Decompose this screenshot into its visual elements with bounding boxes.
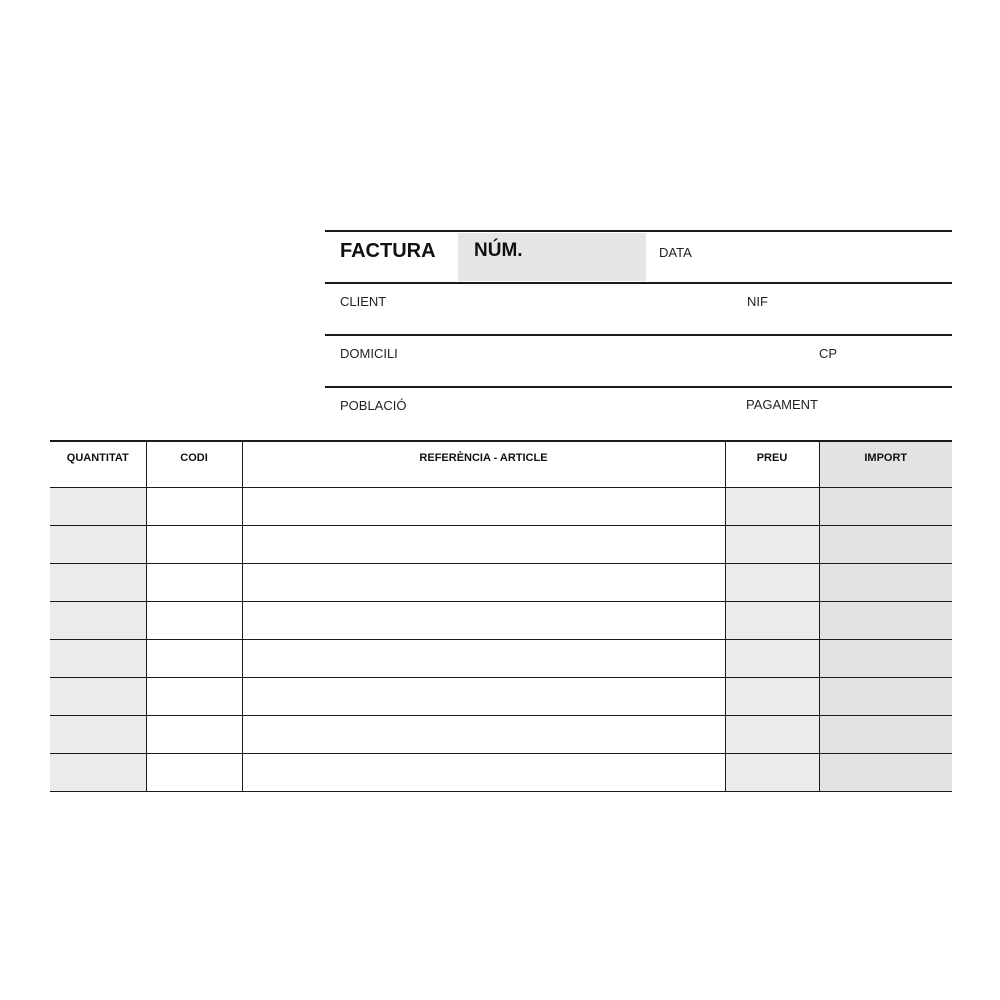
quantity-cell[interactable] — [50, 525, 146, 563]
invoice-title: FACTURA — [340, 240, 436, 262]
col-header-reference: REFERÈNCIA - ARTICLE — [242, 441, 725, 487]
amount-cell[interactable] — [819, 487, 952, 525]
col-header-price: PREU — [725, 441, 819, 487]
price-cell[interactable] — [725, 601, 819, 639]
reference-cell[interactable] — [242, 753, 725, 791]
header-rule-1 — [325, 282, 952, 284]
header-rule-3 — [325, 386, 952, 388]
payment-label: PAGAMENT — [746, 397, 818, 412]
town-label: POBLACIÓ — [340, 398, 407, 413]
price-cell[interactable] — [725, 677, 819, 715]
col-header-quantity: QUANTITAT — [50, 441, 146, 487]
code-cell[interactable] — [146, 601, 242, 639]
code-cell[interactable] — [146, 753, 242, 791]
postal-code-label: CP — [819, 346, 838, 361]
table-row — [50, 563, 952, 601]
amount-cell[interactable] — [819, 753, 952, 791]
table-row — [50, 601, 952, 639]
amount-cell[interactable] — [819, 601, 952, 639]
header-rule-2 — [325, 334, 952, 336]
amount-cell[interactable] — [819, 525, 952, 563]
reference-cell[interactable] — [242, 601, 725, 639]
table-row — [50, 753, 952, 791]
price-cell[interactable] — [725, 563, 819, 601]
header-top-rule — [325, 230, 952, 232]
code-cell[interactable] — [146, 677, 242, 715]
code-cell[interactable] — [146, 563, 242, 601]
quantity-cell[interactable] — [50, 487, 146, 525]
table-row — [50, 677, 952, 715]
items-table — [50, 440, 952, 792]
code-cell[interactable] — [146, 487, 242, 525]
client-label: CLIENT — [340, 294, 387, 309]
quantity-cell[interactable] — [50, 563, 146, 601]
reference-cell[interactable] — [242, 525, 725, 563]
date-label: DATA — [659, 245, 692, 260]
col-header-code: CODI — [146, 441, 242, 487]
amount-cell[interactable] — [819, 715, 952, 753]
table-row — [50, 639, 952, 677]
quantity-cell[interactable] — [50, 715, 146, 753]
reference-cell[interactable] — [242, 715, 725, 753]
address-label: DOMICILI — [340, 346, 398, 361]
table-row — [50, 715, 952, 753]
quantity-cell[interactable] — [50, 753, 146, 791]
amount-cell[interactable] — [819, 677, 952, 715]
amount-cell[interactable] — [819, 639, 952, 677]
price-cell[interactable] — [725, 715, 819, 753]
price-cell[interactable] — [725, 753, 819, 791]
reference-cell[interactable] — [242, 677, 725, 715]
items-header-row — [50, 441, 952, 487]
number-label: NÚM. — [474, 240, 523, 261]
amount-cell[interactable] — [819, 563, 952, 601]
nif-label: NIF — [747, 294, 768, 309]
code-cell[interactable] — [146, 525, 242, 563]
quantity-cell[interactable] — [50, 677, 146, 715]
reference-cell[interactable] — [242, 563, 725, 601]
reference-cell[interactable] — [242, 639, 725, 677]
quantity-cell[interactable] — [50, 639, 146, 677]
quantity-cell[interactable] — [50, 601, 146, 639]
code-cell[interactable] — [146, 639, 242, 677]
reference-cell[interactable] — [242, 487, 725, 525]
table-row — [50, 487, 952, 525]
table-row — [50, 525, 952, 563]
price-cell[interactable] — [725, 639, 819, 677]
code-cell[interactable] — [146, 715, 242, 753]
price-cell[interactable] — [725, 487, 819, 525]
price-cell[interactable] — [725, 525, 819, 563]
col-header-amount: IMPORT — [819, 441, 952, 487]
